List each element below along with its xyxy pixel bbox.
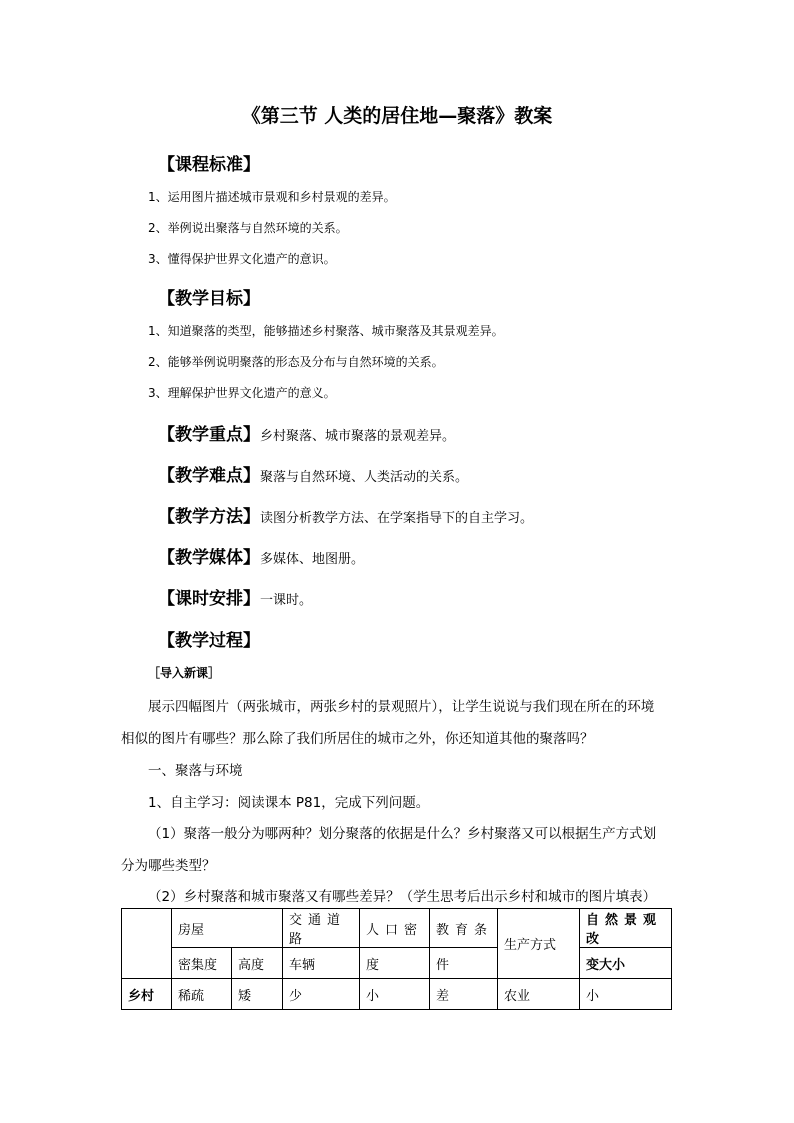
key-points (158, 420, 455, 445)
schedule-text: 一课时。 (260, 593, 313, 608)
question-line: （2）乡村聚落和城市聚落又有哪些差异？（学生思考后出示乡村和城市的图片填表） (148, 889, 657, 905)
table-cell: 少 (283, 979, 360, 1010)
schedule-header: 【课时安排】 (158, 589, 260, 609)
curriculum-header: 【课程标准】 (158, 155, 260, 175)
intro-line: 展示四幅图片（两张城市，两张乡村的景观照片），让学生说说与我们现在所在的环境 (148, 699, 655, 715)
table-header-cell: 件 (430, 948, 498, 979)
key-points-text: 乡村聚落、城市聚落的景观差异。 (260, 429, 456, 444)
table-cell: 小 (580, 979, 672, 1010)
table-header-cell: 交通道路 (283, 909, 360, 948)
table-header-cell: 房屋 (172, 909, 283, 948)
section-heading: 一、聚落与环境 (148, 763, 243, 779)
table-row (122, 979, 672, 1010)
curriculum-item: 1、运用图片描述城市景观和乡村景观的差异。 (148, 190, 396, 204)
study-line: 1、自主学习：阅读课本 P81，完成下列问题。 (148, 795, 430, 811)
table-cell: 小 (360, 979, 430, 1010)
table-header-cell: 密集度 (172, 948, 232, 979)
table-header-cell: 变大小 (580, 948, 672, 979)
methods-text: 读图分析教学方法、在学案指导下的自主学习。 (260, 511, 534, 526)
table-header-cell: 车辆 (283, 948, 360, 979)
objective-item: 1、知道聚落的类型，能够描述乡村聚落、城市聚落及其景观差异。 (148, 324, 504, 338)
process-header: 【教学过程】 (158, 631, 260, 651)
table-corner-cell (122, 909, 172, 979)
table-header-cell: 自然景观改 (580, 909, 672, 948)
methods (158, 502, 533, 527)
media-header: 【教学媒体】 (158, 548, 260, 568)
table-cell: 差 (430, 979, 498, 1010)
curriculum-item: 3、懂得保护世界文化遗产的意识。 (148, 252, 336, 266)
media-text: 多媒体、地图册。 (260, 552, 365, 567)
intro-line: 相似的图片有哪些？那么除了我们所居住的城市之外，你还知道其他的聚落吗？ (121, 731, 594, 747)
table-header-row (122, 948, 672, 979)
table-cell: 矮 (232, 979, 283, 1010)
question-line: 分为哪些类型？ (121, 858, 216, 874)
table-header-cell: 生产方式 (498, 909, 580, 979)
table-cell: 农业 (498, 979, 580, 1010)
methods-header: 【教学方法】 (158, 507, 260, 527)
difficulties-header: 【教学难点】 (158, 466, 260, 486)
intro-label: ［导入新课］ (148, 666, 221, 680)
difficulties (158, 461, 468, 486)
table-header-cell: 人口密 (360, 909, 430, 948)
page-title: 《第三节 人类的居住地—聚落》教案 (241, 105, 553, 127)
objective-item: 3、理解保护世界文化遗产的意义。 (148, 386, 336, 400)
table-header-cell: 度 (360, 948, 430, 979)
difficulties-text: 聚落与自然环境、人类活动的关系。 (260, 470, 469, 485)
schedule (158, 584, 312, 609)
comparison-table (121, 908, 672, 1010)
table-header-row (122, 909, 672, 948)
curriculum-item: 2、举例说出聚落与自然环境的关系。 (148, 221, 348, 235)
media (158, 543, 364, 568)
table-cell: 乡村 (122, 979, 172, 1010)
objectives-header: 【教学目标】 (158, 289, 260, 309)
table-cell: 稀疏 (172, 979, 232, 1010)
key-points-header: 【教学重点】 (158, 425, 260, 445)
table-header-cell: 教育条 (430, 909, 498, 948)
table-header-cell: 高度 (232, 948, 283, 979)
question-line: （1）聚落一般分为哪两种？划分聚落的依据是什么？乡村聚落又可以根据生产方式划 (148, 826, 657, 842)
objective-item: 2、能够举例说明聚落的形态及分布与自然环境的关系。 (148, 355, 444, 369)
